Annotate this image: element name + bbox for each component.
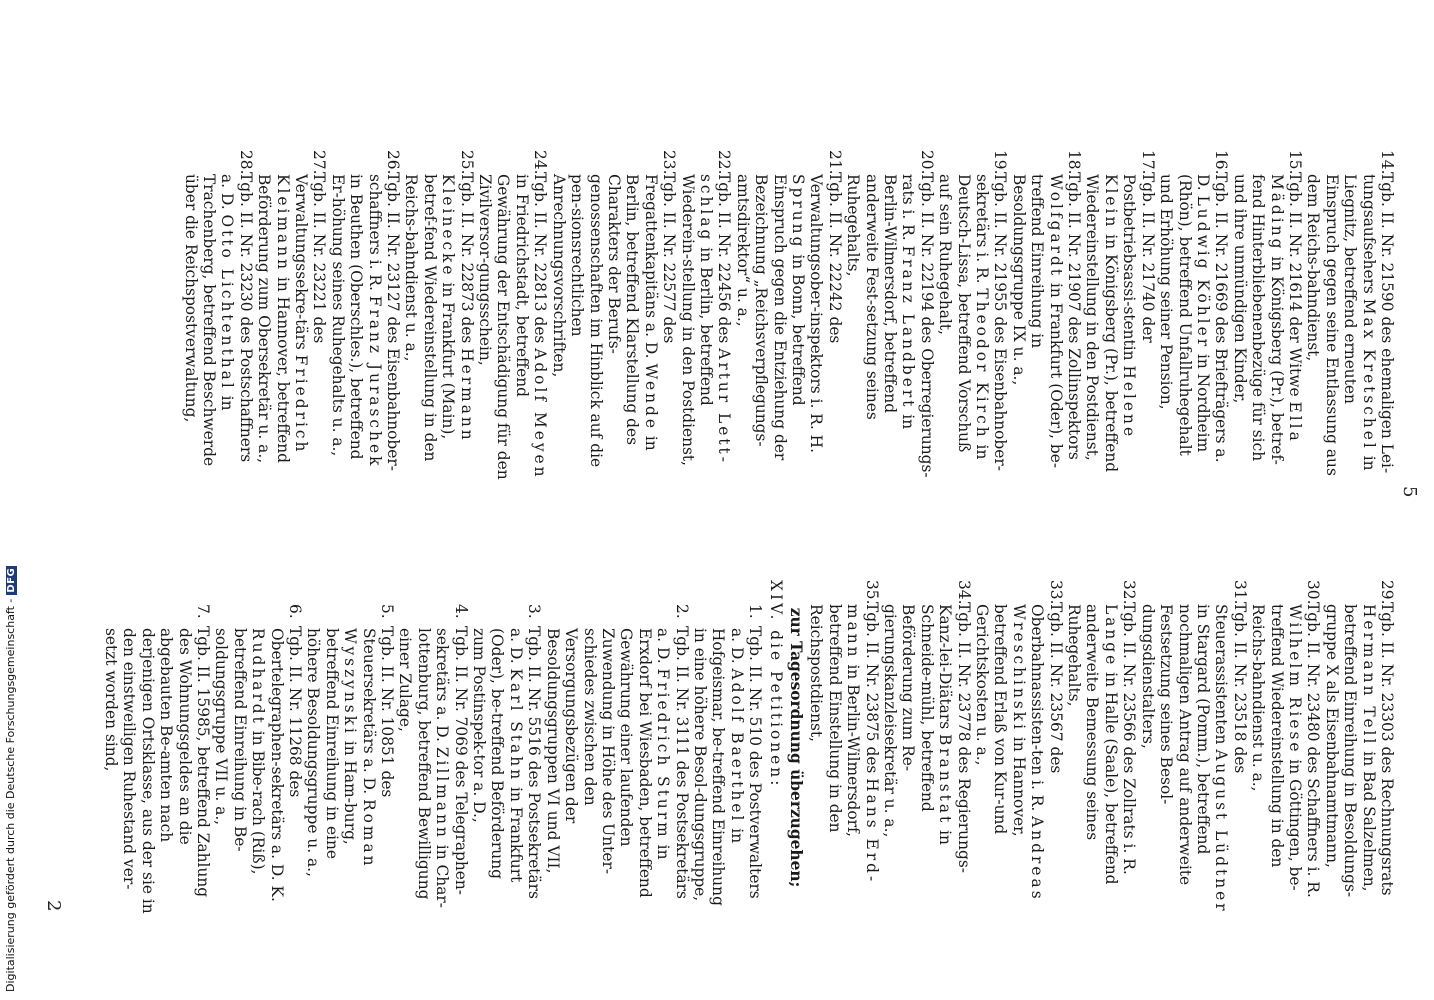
entry-number: 1. <box>746 604 765 619</box>
petitioner-name: Rudhardt <box>249 628 268 726</box>
entry-text: Tgb. II. Nr. 22242 des Verwaltungsober-inspektors i. R. H. <box>807 172 844 453</box>
entry-subject: in Bonn, betreffend Einspruch gegen die Entziehung der Bezeichnung „Reichsverpflegungs-amtsdirektor“ u. a., <box>733 174 807 461</box>
entry-number: 16. <box>1212 150 1231 175</box>
entry-subject: in Berlin-Wilmersdorf, betreffend Einstellung in den Reichspostdienst, <box>807 604 863 837</box>
entry-subject: in Trachenberg, betreffend Beschwerde über die Reichspostverwaltung, <box>181 174 237 467</box>
entry-text: Tgb. II. Nr. 5516 des Postsekretärs a. D. <box>506 626 544 899</box>
entry-number: 24. <box>531 150 550 175</box>
petition-entry <box>691 604 765 915</box>
entry-text: Tgb. II. Nr. 3111 des Postsekretärs a. D. <box>654 626 691 899</box>
petition-entry <box>549 150 678 480</box>
petitioner-name: Theodor Kirch <box>973 288 992 440</box>
petition-entry <box>181 150 255 480</box>
petitioner-name: Andreas Wreschinski <box>1009 604 1047 902</box>
entry-subject: in Berlin, betreffend Wiederein-stellung in den Postdienst, <box>678 174 715 466</box>
petition-entry <box>304 604 396 915</box>
petitioner-name: Hans Erd-mann <box>844 604 881 885</box>
petition-entry <box>255 150 329 480</box>
petitioner-name: Friedrich Sturm <box>654 668 673 840</box>
entry-number: 7. <box>194 604 212 619</box>
entry-subject: in Friedrichstadt, betreffend Gewährung der Entschädigung für den Zivilversor-gungsschein, <box>476 174 531 480</box>
entry-text: Tgb. II. Nr. 23230 des Postschaffners a. D. <box>218 172 255 463</box>
petition-entry <box>733 150 843 480</box>
petition-entry <box>396 604 470 915</box>
entry-text: Tgb. II. Nr. 510 des Postverwalters a. D. <box>727 626 765 899</box>
petitioner-name: Adolf Baerthel <box>727 668 746 824</box>
entry-subject: in Stargard (Pomm.), betreffend nochmaligen Antrag auf anderweite Festsetzung seines Besol-dungsdienstalters, <box>1138 604 1212 886</box>
entry-text: Tgb. II. Nr. 21907 des Zollinspektors <box>1065 172 1084 460</box>
petition-entry <box>936 150 1010 480</box>
entry-subject: in Liegnitz, betreffend erneuten Einspruch gegen seine Entlassung aus dem Reichs-bahndienst, <box>1304 174 1378 476</box>
entry-text: Tgb. II. Nr. 23480 des Schaffners i. R. <box>1304 602 1323 898</box>
page-number-bottom: 2 <box>43 900 64 912</box>
page-number-top: 5 <box>1399 486 1420 498</box>
petitioner-name: August Lüdtner <box>1212 749 1231 914</box>
entry-number: 31. <box>1230 580 1249 605</box>
petition-entry <box>102 604 212 915</box>
entry-subject: in Frankfurt (Oder), be-treffend Einreihung in Besoldungsgruppe IX u. a., <box>1009 174 1065 469</box>
entry-text: Tgb. II. Nr. 23518 des Steuerassistenten <box>1212 602 1249 774</box>
entry-subject: in Hannover, betreffend Beförderung zum Obersekretär u. a., <box>255 174 292 464</box>
entry-subject: in Königsberg (Pr.), betreffend Wiedereinstellung in den Postdienst, <box>1083 174 1120 473</box>
entry-number: 15. <box>1285 150 1304 175</box>
petitioner-name: Lange <box>1101 604 1120 668</box>
entry-text: Tgb. II. Nr. 23778 des Regierungs-Kanz-lei-Diätars <box>936 602 973 873</box>
petition-entry <box>1304 150 1396 480</box>
credit-text: Digitalisierung gefördert durch die Deutsche Forschungsgemeinschaft - <box>4 598 17 992</box>
entry-text: Tgb. II. Nr. 21955 des Eisenbahnober-sekretärs i. R. <box>973 172 1010 471</box>
petition-entry <box>1065 580 1139 915</box>
entry-number: 3. <box>525 604 544 619</box>
petition-entry <box>1009 150 1083 480</box>
entry-subject: in Nordheim (Rhön), betreffend Unfallruhegehalt und Erhöhung seiner Pension, <box>1157 174 1212 456</box>
petitioner-name: Adolf Meyen <box>531 348 550 480</box>
entry-number: 4. <box>451 604 470 619</box>
entry-text: Tgb. II. Nr. 10851 des Steuersekretärs a. D. <box>359 626 397 800</box>
entry-number: 33. <box>1046 580 1065 605</box>
petitioner-name: Hermann Tell <box>1359 604 1378 747</box>
petition-entry <box>1157 150 1231 480</box>
entry-subject: in Königsberg (Pr.), betref-fend Hinterbliebenenbezüge für sich und ihre unmündigen Kinder, <box>1230 174 1286 465</box>
entry-subject: in Beuthen (Oberschles.), betreffend Er-höhung seines Ruhegehalts u. a., <box>328 174 366 460</box>
petition-entry <box>1322 580 1396 915</box>
entry-number: 22. <box>715 150 734 175</box>
entry-number: 14. <box>1378 150 1396 175</box>
entry-subject: in Halle (Saale), betreffend anderweite Bemessung seines Ruhegehalts, <box>1065 604 1120 885</box>
entry-subject: in Erxdorf bei Wiesbaden, betreffend Gewährung einer laufenden Zuwendung in Höhe des Unter-schiedes zwischen den Versorgungsbezügen der Besoldungsgruppen VI und VII, <box>543 628 673 898</box>
petitioner-name: Franz Juraschek <box>365 295 384 469</box>
entry-text: Tgb. II. Nr. 22456 des <box>715 172 734 349</box>
petition-entry <box>1230 150 1304 480</box>
petitioner-name: Hermann Kleinecke <box>439 174 476 443</box>
entry-number: 26. <box>384 150 403 175</box>
petition-entry <box>678 150 733 480</box>
entry-number: 23. <box>660 150 679 175</box>
left-column <box>181 150 1396 480</box>
petition-entry <box>807 580 881 915</box>
petition-entry <box>1249 580 1323 915</box>
petitioner-name: Max Kretschel <box>1359 298 1378 451</box>
entry-number: 28. <box>236 150 255 175</box>
entry-subject: in Char-lottenburg, betreffend Bewilligung einer Zulage, <box>396 628 452 908</box>
petitioner-name: Artur Lett-schlag <box>696 174 734 465</box>
entry-text: Tgb. II. Nr. 23221 des Verwaltungssekre-tärs <box>292 172 329 355</box>
entry-text: Tgb. II. 15985, betreffend Zahlung des Wohnungsgeldes an die abgebauten Be-amten nach derjenigen Ortsklasse, aus der sie in den einstweiligen Ruhestand ver-setzt worden sind, <box>101 626 212 914</box>
entry-subject: in Deutsch-Lissa, betreffend Vorschuß auf sein Ruhegehalt, <box>936 174 992 460</box>
petitioner-name: Ella Mäding <box>1267 174 1304 444</box>
petitioner-name: Zillmann <box>433 746 452 840</box>
entry-text: Tgb. II. Nr. 23566 des Zollrats i. R. <box>1120 602 1139 875</box>
right-column <box>102 580 1396 915</box>
petitioner-name: Wolfgardt <box>1046 174 1065 279</box>
entry-text: Tgb. II. Nr. 23127 des Eisenbahnober-schaffners i. R. <box>365 172 403 471</box>
petition-entry <box>470 604 544 915</box>
petition-entry <box>1083 150 1157 480</box>
entry-number: 20. <box>917 150 936 175</box>
dfg-logo: DFG <box>6 567 17 593</box>
entry-subject: in Berlin-Wilmersdorf, betreffend anderweite Fest-setzung seines Ruhegehalts, <box>844 174 918 430</box>
entry-number: 19. <box>991 150 1010 175</box>
entry-number: 5. <box>378 604 397 619</box>
entry-text: Tgb. II. Nr. 23567 des Oberbahnassisten-ten i. R. <box>1028 602 1065 817</box>
entry-number: 6. <box>286 604 305 619</box>
petition-entry <box>973 580 1065 915</box>
entry-number: 18. <box>1065 150 1084 175</box>
petitioner-name: Branstat <box>936 734 955 826</box>
entry-number: 32. <box>1120 580 1139 605</box>
entry-text: Tgb. II. Nr. 22577 des Fregattenkapitäns a. D. <box>641 172 679 364</box>
petition-entry <box>543 604 690 915</box>
petition-entry <box>476 150 550 480</box>
entry-number: 17. <box>1138 150 1157 175</box>
entry-subject: in Bibe-rach (Riß), betreffend Einreihung in Be-soldungsgruppe VII u. a., <box>212 628 268 875</box>
petitioner-name: Karl Stahn <box>506 668 525 783</box>
entry-subject: in Berlin, betreffend Klarstellung des Charakters der Berufs-genossenschaften im Hinblick auf die pen-sionsrechtlichen Anrechnungsvorschriften, <box>549 174 660 468</box>
digitization-credit <box>4 566 17 992</box>
entry-subject: in Hofgeismar, be-treffend Einreihung in eine höhere Besol-dungsgruppe, <box>690 628 746 906</box>
entry-subject: in Göttingen, be-treffend Wiedereinstellung in den Reichs-bahndienst u. a., <box>1249 604 1304 891</box>
petition-entry <box>1138 580 1248 915</box>
petitioner-name: Franz Landbert <box>899 245 918 410</box>
entry-number: 27. <box>310 150 329 175</box>
entry-text: Tgb. II. Nr. 21614 der Witwe <box>1285 172 1304 402</box>
petitioner-name: Roman Wyszynski <box>341 628 378 869</box>
petition-entry <box>402 150 476 480</box>
entry-text: Tgb. II. Nr. 21740 der Postbetriebsassi-stentin <box>1120 172 1157 366</box>
entry-text: Tgb. II. Nr. 22813 des <box>531 172 550 349</box>
entry-text: Tgb. II. Nr. 22194 des Oberregierungs-rats i. R. <box>899 172 936 478</box>
entry-number: 25. <box>457 150 476 175</box>
petitioner-name: Wende <box>641 363 660 431</box>
entry-subject: in Bad Salzelmen, betreffend Einreihung in Besoldungs-gruppe X als Eisenbahnamtmann, <box>1322 604 1378 898</box>
entry-number: 21. <box>825 150 844 175</box>
entry-text: Tgb. II. Nr. 23303 des Rechnungsrats <box>1378 602 1396 896</box>
petition-entry <box>881 580 973 915</box>
petitioner-name: Sprung <box>789 174 807 250</box>
petitioner-name: Wilhelm Riese <box>1285 604 1304 755</box>
entry-subject: in Frankfurt (Main), betref-fend Wiedereinstellung in den Reichs-bahndienst u. a., <box>402 174 458 462</box>
petitioner-name: Helene Klein <box>1101 174 1139 440</box>
entry-number: 34. <box>954 580 973 605</box>
entry-text: Tgb. II. Nr. 21669 des Briefträgers a. D. <box>1193 172 1231 463</box>
entry-subject: in Hannover, betreffend Erlaß von Kur-und Gerichtskosten u. a., <box>973 604 1028 837</box>
entry-number: 35. <box>862 580 881 605</box>
entry-text: Tgb. II. Nr. 21590 des ehemaligen Lei-tungsaufsehers <box>1359 172 1396 474</box>
petitioner-name: Ludwig Köhler <box>1193 195 1212 350</box>
section-xiv <box>102 580 785 915</box>
entry-subject: in Schneide-mühl, betreffend Beförderung zum Re-gierungskanzleisekretär u. a., <box>881 604 955 845</box>
entry-subject: in Ham-burg, betreffend Einreihung in eine höhere Besoldungsgruppe u. a., <box>304 628 360 877</box>
petitioner-name: Friedrich Kleimann <box>273 174 311 455</box>
entry-subject: in Frankfurt (Oder), be-treffend Beförderung zum Postinspek-tor a. D., <box>470 628 525 883</box>
petition-entry <box>328 150 402 480</box>
entry-text: Tgb. II. Nr. 11268 des Obertelegraphen-sekretärs a. D. K. <box>267 626 305 902</box>
section-label: XIV. die Petitionen: <box>766 580 785 789</box>
agenda-resolution: zur Tagesordnung überzugehen; <box>787 607 805 888</box>
petition-entry <box>844 150 936 480</box>
entry-number: 29. <box>1378 580 1396 605</box>
petitioner-name: Otto Lichtenthal <box>218 214 237 391</box>
entry-text: Tgb. II. Nr. 22873 des <box>457 172 476 349</box>
entry-text: Tgb. II. Nr. 7069 des Telegraphen-sekretärs a. D. <box>433 626 470 896</box>
petition-entry <box>212 604 304 915</box>
entry-number: 2. <box>672 604 691 619</box>
entry-text: Tgb. II. Nr. 23875 des <box>862 602 881 779</box>
entry-number: 30. <box>1304 580 1323 605</box>
